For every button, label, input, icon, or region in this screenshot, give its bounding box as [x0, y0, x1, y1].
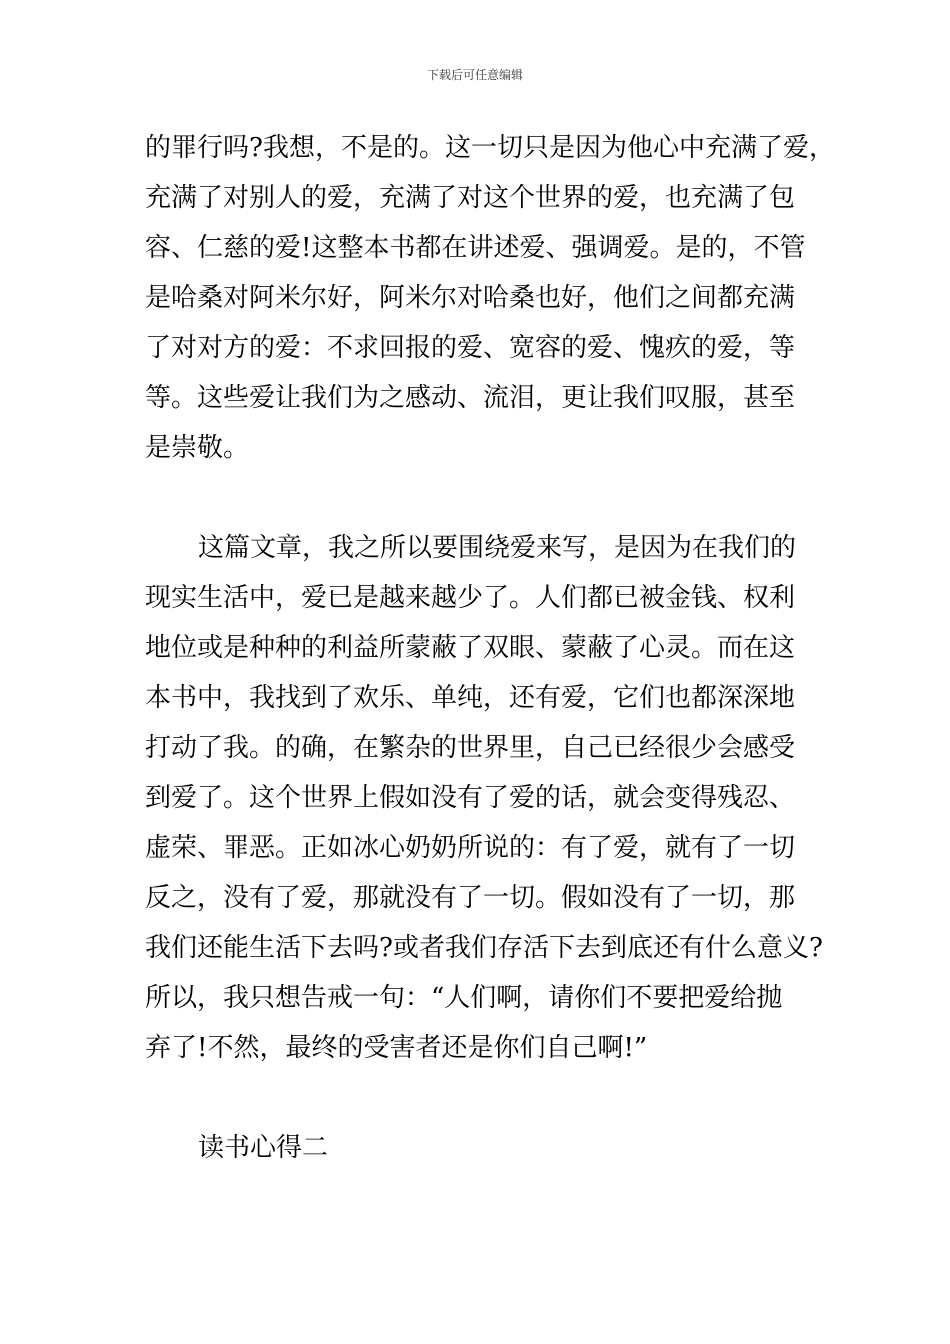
- paragraph-line: 到爱了。这个世界上假如没有了爱的话，就会变得残忍、: [145, 783, 796, 813]
- paragraph-line: 充满了对别人的爱，充满了对这个世界的爱，也充满了包: [145, 183, 796, 213]
- paragraph-line: 虚荣、罪恶。正如冰心奶奶所说的：有了爱，就有了一切: [145, 833, 796, 863]
- paragraph-line: 反之，没有了爱，那就没有了一切。假如没有了一切，那: [145, 883, 796, 913]
- paragraph-line: 了对对方的爱：不求回报的爱、宽容的爱、愧疚的爱，等: [145, 333, 796, 363]
- paragraph-line: 地位或是种种的利益所蒙蔽了双眼、蒙蔽了心灵。而在这: [145, 633, 796, 663]
- section-title: 读书心得二: [198, 1133, 329, 1163]
- paragraph-line: 这篇文章，我之所以要围绕爱来写，是因为在我们的: [198, 533, 797, 563]
- paragraph-line: 所以，我只想告戒一句：“人们啊，请你们不要把爱给抛: [145, 983, 783, 1013]
- paragraph-line: 我们还能生活下去吗?或者我们存活下去到底还有什么意义?: [145, 933, 823, 963]
- paragraph-line: 等。这些爱让我们为之感动、流泪，更让我们叹服，甚至: [145, 383, 796, 413]
- paragraph-line: 打动了我。的确，在繁杂的世界里，自己已经很少会感受: [145, 733, 796, 763]
- paragraph-line: 现实生活中，爱已是越来越少了。人们都已被金钱、权利: [145, 583, 796, 613]
- paragraph-line: 的罪行吗?我想，不是的。这一切只是因为他心中充满了爱，: [145, 133, 835, 163]
- paragraph-line: 是崇敬。: [145, 433, 250, 463]
- page-header: 下载后可任意编辑: [426, 68, 523, 82]
- paragraph-line: 本书中，我找到了欢乐、单纯，还有爱，它们也都深深地: [145, 683, 796, 713]
- paragraph-line: 弃了!不然，最终的受害者还是你们自己啊!”: [145, 1033, 648, 1063]
- paragraph-line: 容、仁慈的爱!这整本书都在讲述爱、强调爱。是的，不管: [145, 233, 806, 263]
- paragraph-line: 是哈桑对阿米尔好，阿米尔对哈桑也好，他们之间都充满: [145, 283, 796, 313]
